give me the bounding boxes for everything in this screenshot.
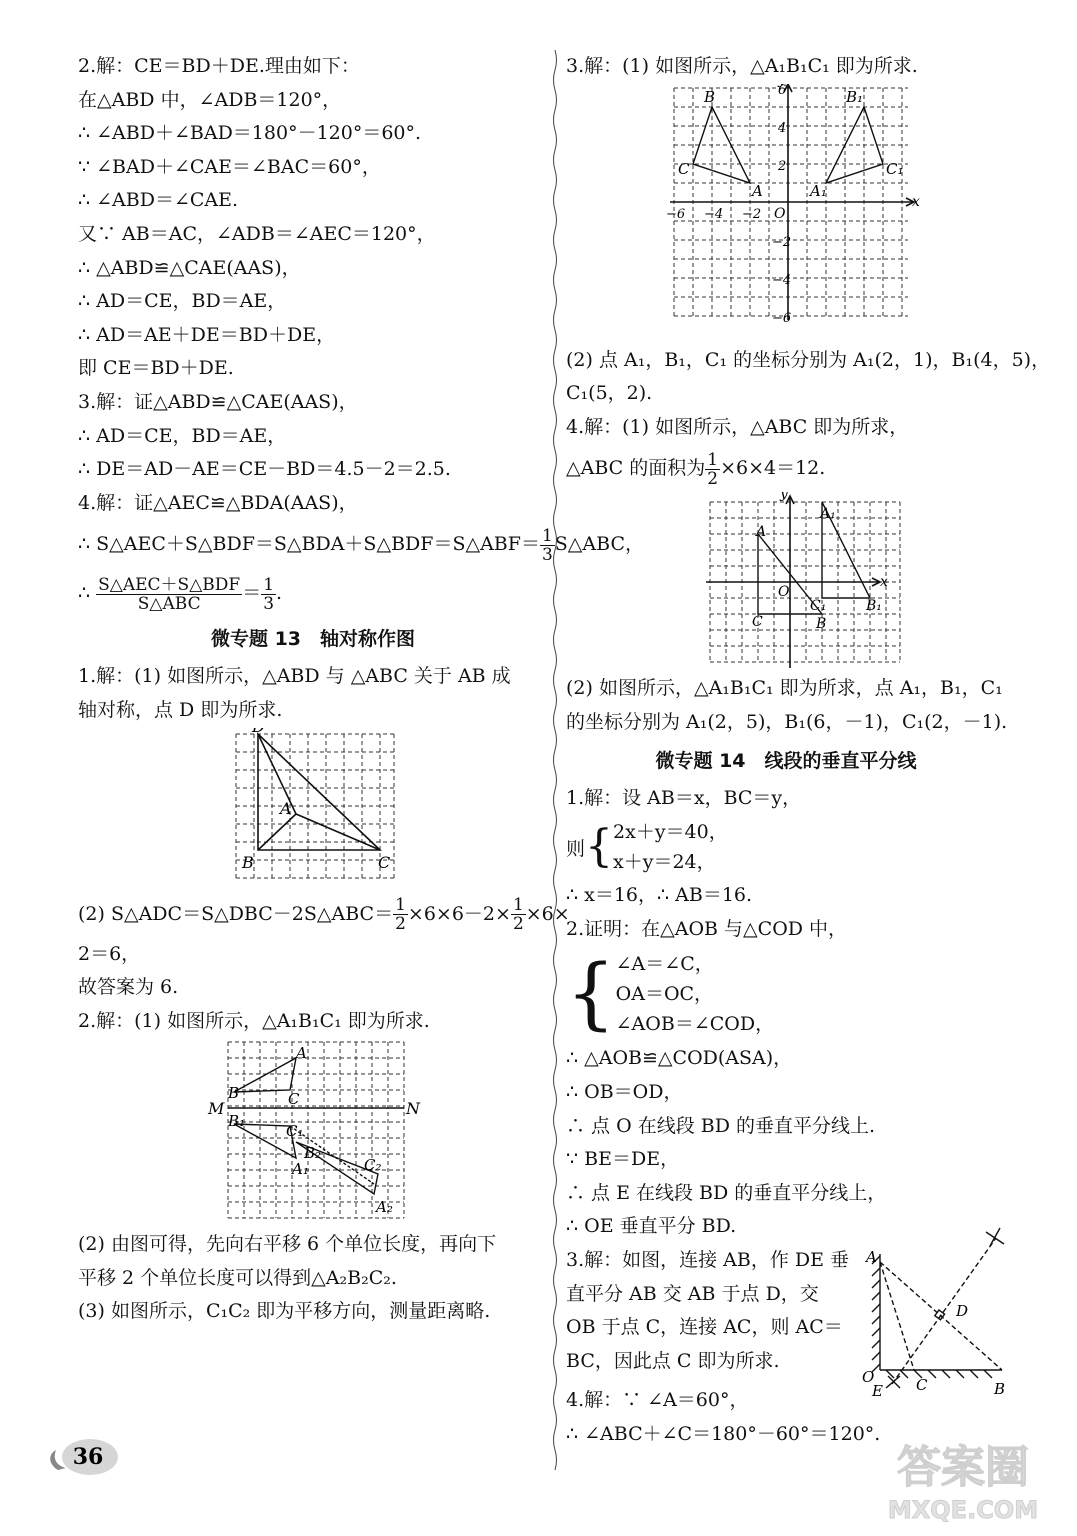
label-C: C xyxy=(916,1375,928,1394)
watermark xyxy=(863,1430,1063,1526)
brace-glyph: { xyxy=(585,821,614,873)
equation-system xyxy=(566,815,1006,879)
equation-part: (2) S△ADC＝S△DBC－2S△ABC＝ xyxy=(78,902,394,925)
equals: ＝ xyxy=(242,582,262,605)
text-line: 3.解：证△ABD≌△CAE(AAS)， xyxy=(78,390,358,413)
system-lines xyxy=(613,817,728,877)
text-line: 1.解：(1) 如图所示，△ABD 与 △ABC 关于 AB 成 xyxy=(78,665,511,688)
label-A: A xyxy=(756,524,767,541)
numerator: 1 xyxy=(395,895,406,915)
text-line: ∴ x＝16，∴ AB＝16. xyxy=(566,884,753,907)
label-B2: B₂ xyxy=(304,1144,322,1163)
area-calc xyxy=(78,890,570,938)
label-M: M xyxy=(208,1099,225,1119)
denominator: 3 xyxy=(541,544,553,565)
page-number-badge xyxy=(44,1430,124,1480)
origin-label: O xyxy=(774,205,786,222)
tick-label: −4 xyxy=(772,272,792,288)
fraction xyxy=(705,451,720,488)
area-line xyxy=(566,444,1006,492)
text-line: 2.解：(1) 如图所示，△A₁B₁C₁ 即为所求. xyxy=(78,1009,430,1032)
label-A: A xyxy=(296,1044,307,1063)
equation-part: ×6× xyxy=(525,902,570,925)
tick-label: −6 xyxy=(666,206,686,222)
figure-translation xyxy=(78,1038,548,1228)
therefore-symbol: ∴ xyxy=(78,582,91,605)
fig1-svg xyxy=(78,728,548,890)
text-line: ∴ ∠ABC＋∠C＝180°－60°＝120°. xyxy=(566,1422,881,1445)
page-number: 36 xyxy=(72,1444,104,1470)
tick-label: 2 xyxy=(778,158,787,174)
watermark-text: 答案圈 xyxy=(897,1442,1029,1493)
text-line: 又∵ AB＝AC，∠ADB＝∠AEC＝120°， xyxy=(78,222,436,245)
denominator: S△ABC xyxy=(137,593,201,614)
text-line: ∴ OE 垂直平分 BD. xyxy=(566,1215,737,1238)
numerator: 1 xyxy=(541,525,553,546)
label-B: B xyxy=(228,1084,240,1103)
text-line: ∴ △AOB≌△COD(ASA)， xyxy=(566,1047,793,1070)
system-lines xyxy=(616,949,774,1039)
section-heading-14: 微专题 14 线段的垂直平分线 xyxy=(655,749,917,772)
condition-system xyxy=(566,946,1006,1042)
equation-part: S△ABC， xyxy=(554,533,644,556)
fraction xyxy=(261,576,276,613)
text-line: 3.解：(1) 如图所示，△A₁B₁C₁ 即为所求. xyxy=(566,55,918,77)
label-B1: B₁ xyxy=(228,1112,246,1131)
text-line: 的坐标分别为 A₁(2，5)，B₁(6，－1)，C₁(2，－1). xyxy=(566,710,1008,733)
denominator: 2 xyxy=(395,914,406,934)
text-line: C₁(5，2). xyxy=(566,382,653,405)
label-C: C xyxy=(378,852,391,872)
fig4-svg xyxy=(566,492,1006,672)
text-line: ∴ ∠ABD＋∠BAD＝180°－120°＝60°. xyxy=(78,122,422,145)
label-A2: A₂ xyxy=(376,1198,393,1217)
ratio-equation xyxy=(78,568,548,618)
numerator: 1 xyxy=(707,449,719,470)
fraction xyxy=(96,576,242,613)
numerator: 1 xyxy=(512,895,524,915)
label-B: B xyxy=(816,616,827,633)
axis-x-label: x xyxy=(912,193,920,210)
label-E: E xyxy=(872,1381,883,1400)
construction xyxy=(872,1228,1004,1388)
text-line: ∴ 点 E 在线段 BD 的垂直平分线上， xyxy=(566,1181,887,1204)
label-C: C xyxy=(288,1090,300,1109)
equation-part: ∴ S△AEC＋S△BDF＝S△BDA＋S△BDF＝S△ABF＝ xyxy=(78,533,540,556)
period: . xyxy=(276,582,283,605)
then-word: 则 xyxy=(566,837,586,860)
equation-part: △ABC 的面积为 xyxy=(566,457,706,480)
axes xyxy=(670,84,914,320)
axis-x-label: x xyxy=(880,574,888,591)
condition-1: ∠A＝∠C， xyxy=(615,953,714,976)
origin-label: O xyxy=(778,584,790,601)
text-line: ∴ △ABD≌△CAE(AAS)， xyxy=(78,256,301,279)
label-B1: B₁ xyxy=(866,598,882,615)
watermark-url: MXQE.COM xyxy=(887,1496,1039,1524)
label-O: O xyxy=(862,1367,875,1386)
label-B: B xyxy=(994,1379,1006,1398)
tick-label: −2 xyxy=(742,206,762,222)
fraction xyxy=(511,896,526,933)
label-B1: B₁ xyxy=(846,87,864,106)
area-equation xyxy=(78,520,644,568)
condition-2: OA＝OC， xyxy=(615,983,714,1006)
text-line: ∴ 点 O 在线段 BD 的垂直平分线上. xyxy=(566,1114,876,1137)
label-B: B xyxy=(704,87,716,106)
text-line: (2) 如图所示，△A₁B₁C₁ 即为所求，点 A₁，B₁，C₁ xyxy=(566,677,1003,700)
fig5-svg xyxy=(856,1224,1006,1400)
text-line: 4.解：证△AEC≌△BDA(AAS)， xyxy=(78,491,358,514)
text-line: 2＝6， xyxy=(78,942,141,965)
label-B: B xyxy=(242,852,254,872)
equation-2: x＋y＝24， xyxy=(613,851,716,874)
label-A: A xyxy=(866,1247,877,1266)
label-A: A xyxy=(752,181,763,200)
fraction xyxy=(393,896,408,933)
figure-axial-symmetry xyxy=(78,728,548,890)
text-line: ∵ BE＝DE， xyxy=(566,1148,680,1171)
tick-label: −6 xyxy=(772,310,792,326)
equation-part: ×6×6－2× xyxy=(407,902,511,925)
denominator: 2 xyxy=(512,914,524,934)
text-line: (2) 由图可得，先向右平移 6 个单位长度，再向下 xyxy=(78,1233,497,1256)
label-D xyxy=(251,728,265,736)
figure-triangle-translation xyxy=(566,492,1006,672)
text-line: (2) 点 A₁，B₁，C₁ 的坐标分别为 A₁(2，1)，B₁(4，5)， xyxy=(566,348,1051,371)
text-line: 1.解：设 AB＝x，BC＝y， xyxy=(566,786,802,809)
text-line: 2.解：CE＝BD＋DE.理由如下： xyxy=(78,55,360,77)
text-line: 4.解：∵ ∠A＝60°， xyxy=(566,1388,749,1411)
label-A1: A₁ xyxy=(810,181,827,200)
text-line: ∴ DE＝AD－AE＝CE－BD＝4.5－2＝2.5. xyxy=(78,458,451,481)
label-C1: C₁ xyxy=(286,1122,304,1141)
grid xyxy=(236,734,394,878)
axis-y-label: y xyxy=(780,492,788,503)
section-heading-13: 微专题 13 轴对称作图 xyxy=(210,628,416,651)
grid xyxy=(228,1042,404,1218)
denominator: 3 xyxy=(263,593,275,614)
tick-label: 6 xyxy=(778,83,787,98)
fig3-svg xyxy=(566,84,1006,344)
text-line: ∴ ∠ABD＝∠CAE. xyxy=(78,189,239,212)
text-line: 轴对称，点 D 即为所求. xyxy=(78,698,283,721)
text-line: 故答案为 6. xyxy=(78,976,179,999)
brace-glyph: { xyxy=(566,949,616,1040)
equation-1: 2x＋y＝40， xyxy=(613,821,728,844)
column-divider xyxy=(552,50,558,1470)
text-line: 4.解：(1) 如图所示，△ABC 即为所求， xyxy=(566,415,909,438)
tick-label: −4 xyxy=(704,206,724,222)
text-line: 3.解：如图，连接 AB，作 DE 垂 xyxy=(566,1248,850,1271)
label-C: C xyxy=(752,614,763,631)
text-line: 直平分 AB 交 AB 于点 D，交 xyxy=(566,1282,819,1305)
text-line: 平移 2 个单位长度可以得到△A₂B₂C₂. xyxy=(78,1266,397,1289)
text-line: 在△ABD 中，∠ADB＝120°， xyxy=(78,88,342,111)
text-line: 即 CE＝BD＋DE. xyxy=(78,357,234,380)
text-line: ∴ AD＝CE，BD＝AE， xyxy=(78,424,287,447)
label-C: C xyxy=(678,159,690,178)
text-line: OB 于点 C，连接 AC，则 AC＝ xyxy=(566,1316,843,1339)
label-C1: C₁ xyxy=(810,598,827,615)
right-column xyxy=(566,50,1051,1451)
text-line: (3) 如图所示，C₁C₂ 即为平移方向，测量距离略. xyxy=(78,1300,491,1323)
label-D: D xyxy=(956,1301,969,1320)
condition-3: ∠AOB＝∠COD， xyxy=(615,1013,775,1036)
figure-coordinate-reflection xyxy=(566,84,1006,344)
text-line: ∴ OB＝OD， xyxy=(566,1080,683,1103)
text-line: ∴ AD＝CE，BD＝AE， xyxy=(78,290,287,313)
label-N: N xyxy=(406,1099,420,1119)
fig2-svg xyxy=(78,1038,548,1228)
text-line: BC，因此点 C 即为所求. xyxy=(566,1349,780,1372)
tick-label: 4 xyxy=(778,120,787,136)
equation-part: ×6×4＝12. xyxy=(720,457,826,480)
text-line: ∴ AD＝AE＋DE＝BD＋DE， xyxy=(78,323,336,346)
label-A: A xyxy=(280,798,292,818)
label-C2: C₂ xyxy=(364,1156,382,1175)
tick-label: −2 xyxy=(772,234,792,250)
text-line: 2.证明：在△AOB 与△COD 中， xyxy=(566,917,848,940)
numerator: 1 xyxy=(263,574,275,595)
label-A1: A₁ xyxy=(292,1160,309,1179)
numerator: S△AEC＋S△BDF xyxy=(98,574,241,595)
label-C1: C₁ xyxy=(886,159,904,178)
denominator: 2 xyxy=(707,468,719,489)
label-A1: A₁ xyxy=(820,506,836,523)
text-line: ∵ ∠BAD＋∠CAE＝∠BAC＝60°， xyxy=(78,155,381,178)
